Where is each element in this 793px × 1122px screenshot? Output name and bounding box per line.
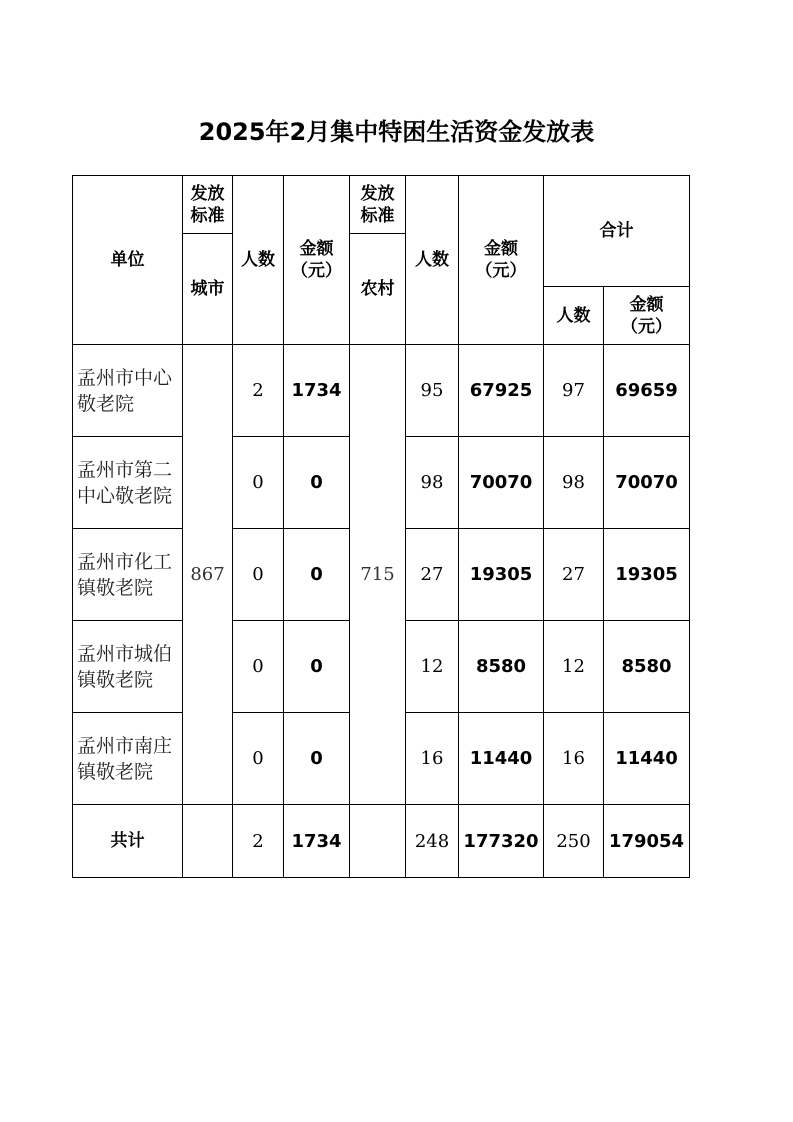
summary-city-count: 2 xyxy=(233,805,284,878)
header-city: 城市 xyxy=(183,234,233,345)
rural-count: 16 xyxy=(406,713,459,805)
unit-name: 孟州市中心敬老院 xyxy=(73,345,183,437)
page-title: 2025年2月集中特困生活资金发放表 xyxy=(198,118,595,146)
summary-rural-amount: 177320 xyxy=(459,805,544,878)
table-row xyxy=(73,345,690,437)
summary-rural-standard-empty xyxy=(350,805,406,878)
header-total-amount xyxy=(604,287,690,345)
header-total: 合计 xyxy=(544,176,690,287)
total-count: 98 xyxy=(544,437,604,529)
city-amount: 0 xyxy=(284,621,350,713)
city-amount: 0 xyxy=(284,437,350,529)
header-city-amount-label: 金额（元） xyxy=(290,239,342,281)
header-city-standard xyxy=(183,176,233,234)
header-city-standard-label: 发放标准 xyxy=(190,183,225,226)
summary-city-amount: 1734 xyxy=(284,805,350,878)
total-amount: 69659 xyxy=(604,345,690,437)
rural-amount: 70070 xyxy=(459,437,544,529)
header-city-amount xyxy=(284,176,350,345)
summary-rural-count: 248 xyxy=(406,805,459,878)
city-standard: 867 xyxy=(183,345,233,805)
total-count: 97 xyxy=(544,345,604,437)
city-amount: 1734 xyxy=(284,345,350,437)
rural-amount: 11440 xyxy=(459,713,544,805)
city-count: 2 xyxy=(233,345,284,437)
total-amount: 19305 xyxy=(604,529,690,621)
total-amount: 11440 xyxy=(604,713,690,805)
header-rural: 农村 xyxy=(350,234,406,345)
header-rural-standard xyxy=(350,176,406,234)
header-unit: 单位 xyxy=(73,176,183,345)
distribution-table xyxy=(72,175,690,878)
city-amount: 0 xyxy=(284,713,350,805)
city-count: 0 xyxy=(233,713,284,805)
rural-amount: 8580 xyxy=(459,621,544,713)
total-count: 12 xyxy=(544,621,604,713)
unit-name: 孟州市城伯镇敬老院 xyxy=(73,621,183,713)
rural-count: 12 xyxy=(406,621,459,713)
rural-count: 27 xyxy=(406,529,459,621)
city-count: 0 xyxy=(233,621,284,713)
city-count: 0 xyxy=(233,437,284,529)
header-city-count-label: 人数 xyxy=(241,250,275,270)
header-rural-amount-label: 金额（元） xyxy=(475,239,527,281)
rural-count: 98 xyxy=(406,437,459,529)
rural-amount: 19305 xyxy=(459,529,544,621)
rural-standard: 715 xyxy=(350,345,406,805)
unit-name: 孟州市化工镇敬老院 xyxy=(73,529,183,621)
header-rural-count xyxy=(406,176,459,345)
summary-city-standard-empty xyxy=(183,805,233,878)
total-count: 27 xyxy=(544,529,604,621)
summary-label: 共计 xyxy=(73,805,183,878)
total-amount: 8580 xyxy=(604,621,690,713)
header-rural-standard-label: 发放标准 xyxy=(360,183,395,226)
total-amount: 70070 xyxy=(604,437,690,529)
unit-name: 孟州市南庄镇敬老院 xyxy=(73,713,183,805)
header-rural-count-label: 人数 xyxy=(415,250,449,270)
summary-total-count: 250 xyxy=(544,805,604,878)
total-count: 16 xyxy=(544,713,604,805)
header-total-count-label: 人数 xyxy=(556,305,591,326)
summary-row xyxy=(73,805,690,878)
header-total-count xyxy=(544,287,604,345)
city-amount: 0 xyxy=(284,529,350,621)
city-count: 0 xyxy=(233,529,284,621)
rural-count: 95 xyxy=(406,345,459,437)
header-total-amount-label: 金额（元） xyxy=(620,294,672,337)
header-city-count xyxy=(233,176,284,345)
unit-name: 孟州市第二中心敬老院 xyxy=(73,437,183,529)
header-rural-amount xyxy=(459,176,544,345)
summary-total-amount: 179054 xyxy=(604,805,690,878)
rural-amount: 67925 xyxy=(459,345,544,437)
